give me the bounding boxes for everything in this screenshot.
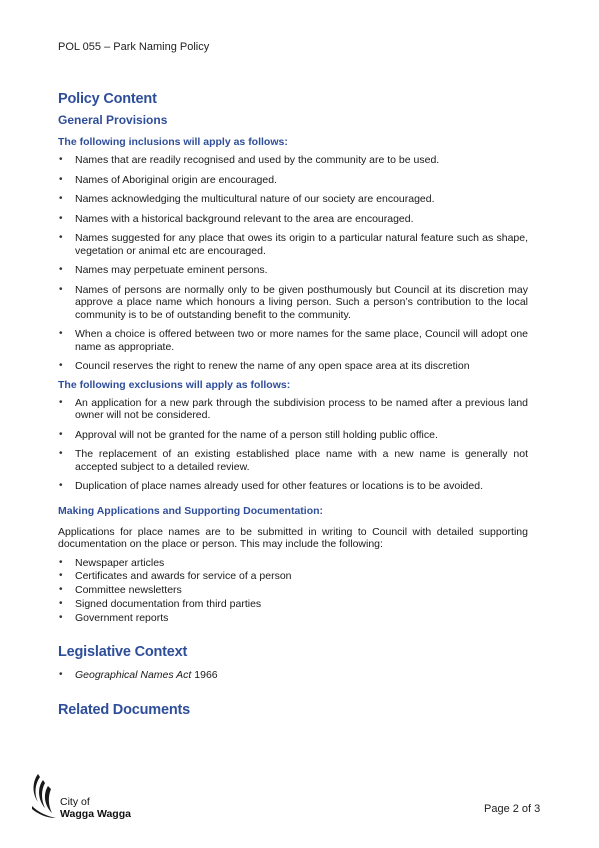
city-logo bbox=[30, 772, 140, 822]
applications-list bbox=[58, 557, 528, 625]
list-item-text: The replacement of an existing established place name with a new name is generally not accepted subject to a detailed review. bbox=[75, 448, 528, 473]
list-item bbox=[58, 584, 528, 597]
list-item bbox=[58, 284, 528, 322]
list-item bbox=[58, 232, 528, 257]
exclusions-list bbox=[58, 397, 528, 493]
bullet-icon: • bbox=[59, 480, 63, 491]
related-documents-heading: Related Documents bbox=[58, 701, 190, 718]
page-header: POL 055 – Park Naming Policy bbox=[58, 41, 210, 53]
bullet-icon: • bbox=[59, 360, 63, 371]
list-item bbox=[58, 193, 528, 206]
applications-text: Applications for place names are to be submitted in writing to Council with detailed supporting documentation on the place or person. This may include the following: bbox=[58, 525, 528, 550]
inclusions-list bbox=[58, 154, 528, 373]
list-item-text: When a choice is offered between two or more names for the same place, Council will adopt one name as appropriate. bbox=[75, 328, 528, 353]
bullet-icon: • bbox=[59, 396, 63, 408]
list-item bbox=[58, 480, 528, 493]
list-item-text: Certificates and awards for service of a person bbox=[75, 570, 292, 583]
list-item-text: Names that are readily recognised and used by the community are to be used. bbox=[75, 154, 440, 166]
list-item bbox=[58, 154, 528, 167]
bullet-icon: • bbox=[59, 212, 63, 224]
applications-title: Making Applications and Supporting Documentation: bbox=[58, 504, 324, 517]
logo-mark-icon bbox=[30, 772, 60, 820]
bullet-icon: • bbox=[59, 264, 63, 275]
logo-line-wagga: Wagga Wagga bbox=[60, 808, 131, 820]
list-item-text: Council reserves the right to renew the name of any open space area at its discretion bbox=[75, 360, 470, 372]
list-item bbox=[58, 360, 528, 373]
bullet-icon: • bbox=[59, 448, 63, 459]
general-provisions-heading: General Provisions bbox=[58, 113, 168, 127]
page-number: Page 2 of 3 bbox=[484, 803, 541, 815]
act-name: Geographical Names Act bbox=[75, 669, 192, 682]
bullet-icon: • bbox=[59, 232, 63, 243]
list-item-text: Government reports bbox=[75, 611, 169, 624]
list-item bbox=[58, 328, 528, 353]
list-item-text: Newspaper articles bbox=[75, 556, 165, 569]
bullet-icon: • bbox=[59, 283, 63, 295]
bullet-icon: • bbox=[59, 193, 63, 204]
bullet-icon: • bbox=[59, 597, 63, 609]
act-year: 1966 bbox=[191, 669, 218, 682]
bullet-icon: • bbox=[59, 556, 63, 568]
inclusions-title: The following inclusions will apply as follows: bbox=[58, 136, 288, 148]
list-item-text: Committee newsletters bbox=[75, 584, 182, 597]
bullet-icon: • bbox=[59, 154, 63, 165]
list-item bbox=[58, 448, 528, 473]
legislative-context-heading: Legislative Context bbox=[58, 644, 188, 661]
list-item bbox=[58, 669, 528, 682]
list-item-text: Names of Aboriginal origin are encouraged. bbox=[75, 173, 277, 186]
policy-content-heading: Policy Content bbox=[58, 91, 157, 107]
list-item bbox=[58, 429, 528, 442]
legislative-list bbox=[58, 669, 528, 682]
logo-text bbox=[60, 796, 131, 820]
bullet-icon: • bbox=[59, 428, 63, 440]
list-item bbox=[58, 213, 528, 226]
list-item bbox=[58, 397, 528, 422]
bullet-icon: • bbox=[59, 570, 63, 582]
list-item bbox=[58, 174, 528, 187]
main-content bbox=[58, 91, 528, 724]
bullet-icon: • bbox=[59, 669, 63, 681]
list-item bbox=[58, 264, 528, 277]
list-item bbox=[58, 598, 528, 611]
list-item-text: Names of persons are normally only to be given posthumously but Council at its discretion may approve a place name which honours a living person. Such a person’s contribution to the local community is to be of outstanding benefit to the community. bbox=[75, 283, 528, 321]
list-item bbox=[58, 570, 528, 583]
list-item-text: Duplication of place names already used for other features or locations is to be avoided. bbox=[75, 480, 483, 492]
list-item bbox=[58, 612, 528, 625]
list-item-text: Signed documentation from third parties bbox=[75, 597, 262, 610]
bullet-icon: • bbox=[59, 584, 63, 596]
list-item-text: Approval will not be granted for the name of a person still holding public office. bbox=[75, 428, 438, 441]
list-item-text: Names may perpetuate eminent persons. bbox=[75, 264, 268, 276]
bullet-icon: • bbox=[59, 611, 63, 623]
list-item-text: An application for a new park through the subdivision process to be named after a previous land owner will not be considered. bbox=[75, 396, 528, 421]
list-item-text: Names acknowledging the multicultural nature of our society are encouraged. bbox=[75, 193, 435, 205]
list-item-text: Names with a historical background relevant to the area are encouraged. bbox=[75, 212, 414, 225]
list-item bbox=[58, 557, 528, 570]
bullet-icon: • bbox=[59, 173, 63, 185]
exclusions-title: The following exclusions will apply as follows: bbox=[58, 378, 291, 391]
list-item-text: Names suggested for any place that owes its origin to a particular natural feature such as shape, vegetation or animal etc are encouraged. bbox=[75, 232, 528, 257]
logo-line-city: City of bbox=[60, 796, 90, 808]
bullet-icon: • bbox=[59, 328, 63, 339]
